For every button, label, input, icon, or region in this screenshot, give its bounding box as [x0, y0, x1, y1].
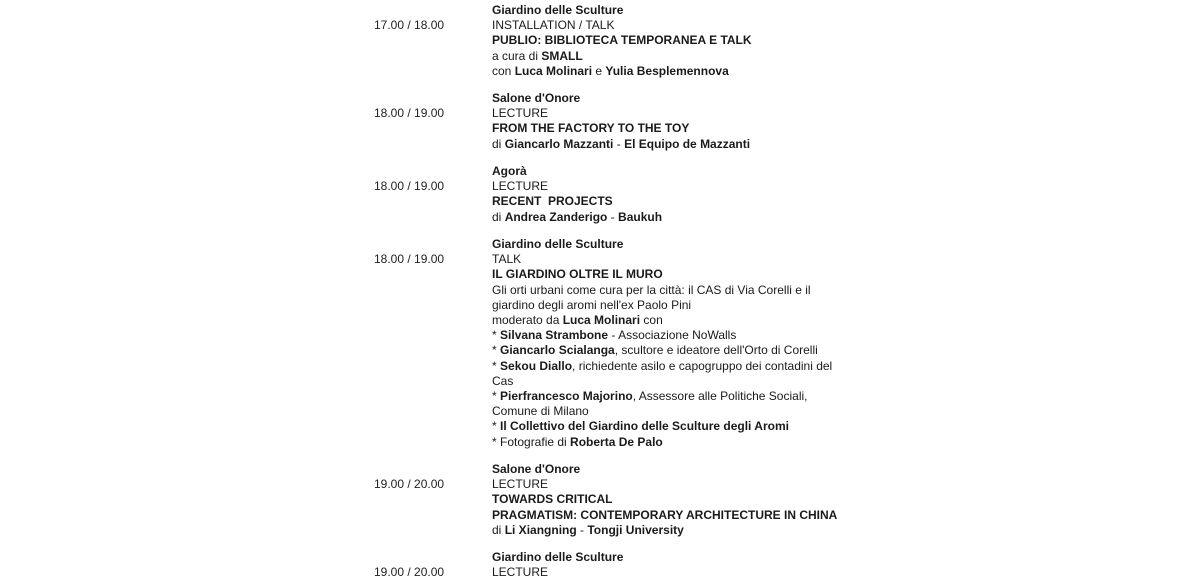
- event-speaker-line: [492, 210, 852, 225]
- event-venue: Giardino delle Sculture: [492, 237, 624, 251]
- event-entry: [492, 462, 852, 538]
- event-entry: [492, 550, 852, 580]
- event-time: 18.00 / 19.00: [374, 252, 445, 266]
- event-type: LECTURE: [492, 565, 549, 580]
- participant-item: [492, 359, 848, 389]
- event-entry: [492, 237, 848, 450]
- event-time: 18.00 / 19.00: [374, 179, 445, 193]
- event-type: LECTURE: [492, 179, 549, 194]
- speaker-name: Luca Molinari: [514, 63, 593, 78]
- speaker-name: Yulia Besplemennova: [605, 63, 729, 78]
- moderated-suffix: con: [640, 313, 663, 328]
- participant-item: [492, 419, 848, 434]
- event-speaker-line: [492, 137, 852, 152]
- bullet: *: [492, 419, 501, 434]
- moderator-name: Luca Molinari: [562, 313, 641, 328]
- speaker-name: Giancarlo Mazzanti: [504, 136, 614, 151]
- curator-name: SMALL: [541, 48, 583, 63]
- event-entry: [492, 91, 852, 152]
- participant-role: , richiedente asilo e capogruppo dei contadini del Cas: [492, 358, 833, 388]
- photographer-name: Roberta De Palo: [570, 434, 663, 449]
- bullet: *: [492, 343, 501, 358]
- event-venue: Salone d'Onore: [492, 91, 581, 105]
- event-title: RECENT PROJECTS: [492, 194, 613, 209]
- photos-credit: [492, 435, 848, 450]
- event-venue: Salone d'Onore: [492, 462, 581, 476]
- event-type: TALK: [492, 252, 522, 267]
- event-venue: Giardino delle Sculture: [492, 3, 624, 17]
- participant-name: Silvana Strambone: [500, 328, 609, 343]
- curated-prefix: a cura di: [492, 48, 542, 63]
- participant-role: , scultore e ideatore dell'Orto di Corelli: [614, 343, 818, 358]
- joiner: e: [592, 63, 606, 78]
- participant-item: [492, 343, 848, 358]
- separator: -: [613, 136, 625, 151]
- event-time: 18.00 / 19.00: [374, 106, 445, 120]
- with-prefix: con: [492, 63, 515, 78]
- separator: -: [607, 209, 619, 224]
- participant-role: , Assessore alle Politiche Sociali, Comune di Milano: [492, 389, 808, 419]
- event-title: TOWARDS CRITICAL: [492, 492, 613, 507]
- participant-item: [492, 328, 848, 343]
- event-type: INSTALLATION / TALK: [492, 18, 615, 33]
- event-type: LECTURE: [492, 477, 549, 492]
- event-speakers-line: [492, 64, 852, 79]
- event-speaker-line: [492, 523, 852, 538]
- participant-name: Pierfrancesco Majorino: [500, 389, 633, 404]
- participant-name: Il Collettivo del Giardino delle Sculture degli Aromi: [500, 419, 789, 434]
- event-type: LECTURE: [492, 106, 549, 121]
- speaker-name: Li Xiangning: [504, 522, 577, 537]
- event-description: Gli orti urbani come cura per la città: il CAS di Via Corelli e il giardino degli aromi nell'ex Paolo Pini: [492, 282, 811, 312]
- speaker-name: Andrea Zanderigo: [504, 209, 608, 224]
- by-prefix: di: [492, 136, 505, 151]
- event-title: FROM THE FACTORY TO THE TOY: [492, 121, 690, 136]
- participant-name: Giancarlo Scialanga: [500, 343, 615, 358]
- speaker-affiliation: Tongji University: [587, 522, 684, 537]
- speaker-affiliation: Baukuh: [618, 209, 663, 224]
- participant-name: Sekou Diallo: [500, 358, 573, 373]
- event-venue: Agorà: [492, 164, 527, 178]
- separator: -: [576, 522, 588, 537]
- event-time: 19.00 / 20.00: [374, 477, 445, 491]
- by-prefix: di: [492, 522, 505, 537]
- photos-prefix: * Fotografie di: [492, 434, 571, 449]
- bullet: *: [492, 358, 501, 373]
- participant-role: - Associazione NoWalls: [608, 328, 737, 343]
- event-moderator-line: [492, 313, 848, 328]
- event-time: 17.00 / 18.00: [374, 18, 445, 32]
- event-title: PRAGMATISM: CONTEMPORARY ARCHITECTURE IN CHINA: [492, 507, 838, 522]
- speaker-affiliation: El Equipo de Mazzanti: [624, 136, 751, 151]
- event-entry: [492, 3, 852, 79]
- moderated-prefix: moderato da: [492, 313, 563, 328]
- bullet: *: [492, 389, 501, 404]
- event-title: IL GIARDINO OLTRE IL MURO: [492, 267, 663, 282]
- by-prefix: di: [492, 209, 505, 224]
- event-curator-line: [492, 49, 852, 64]
- event-venue: Giardino delle Sculture: [492, 550, 624, 564]
- bullet: *: [492, 328, 501, 343]
- event-time: 19.00 / 20.00: [374, 565, 445, 579]
- event-title: PUBLIO: BIBLIOTECA TEMPORANEA E TALK: [492, 33, 752, 48]
- participant-item: [492, 389, 848, 419]
- event-entry: [492, 164, 852, 225]
